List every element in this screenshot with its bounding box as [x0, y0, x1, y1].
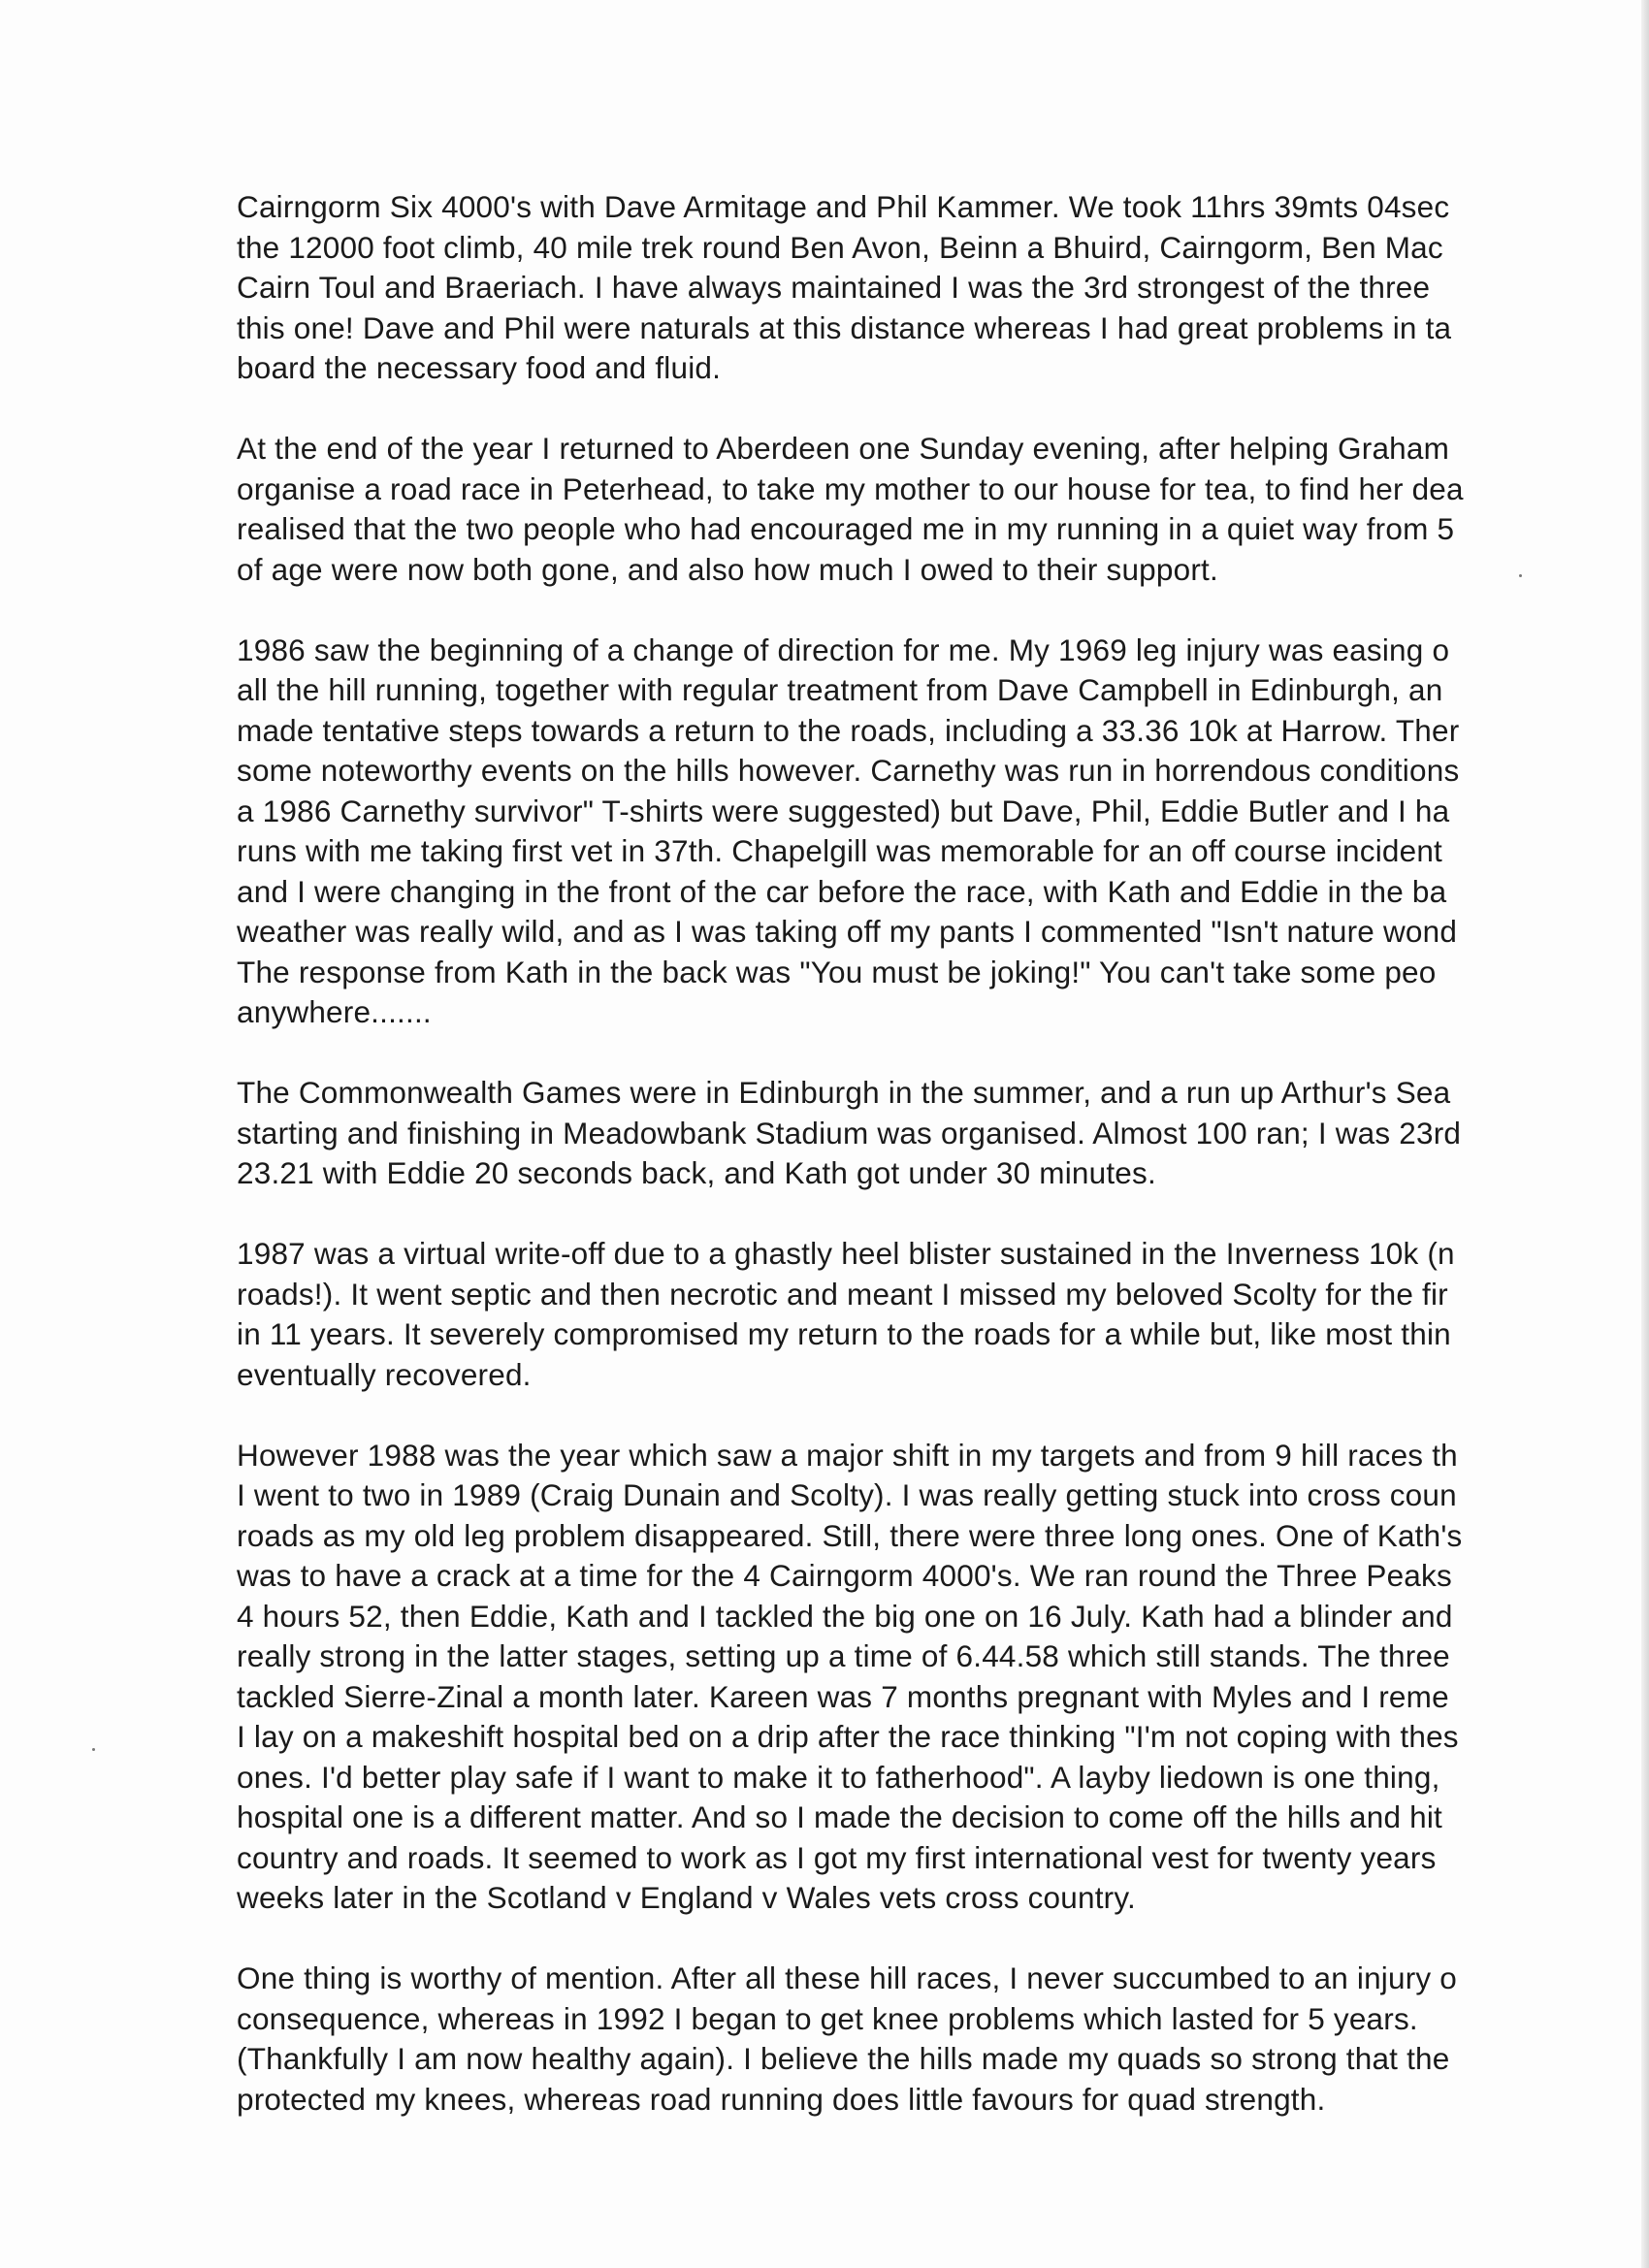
text-line: roads!). It went septic and then necrotic and meant I missed my beloved Scolty for the fir: [237, 1276, 1448, 1312]
text-line: starting and finishing in Meadowbank Stadium was organised. Almost 100 ran; I was 23rd: [237, 1115, 1462, 1150]
text-line: country and roads. It seemed to work as I got my first international vest for twenty years: [237, 1839, 1437, 1875]
text-line: ones. I'd better play safe if I want to make it to fatherhood". A layby liedown is one thing,: [237, 1759, 1440, 1795]
paragraph: [237, 631, 1649, 1033]
paragraph: [237, 1073, 1649, 1194]
scan-speck: [92, 1748, 95, 1751]
text-line: in 11 years. It severely compromised my return to the roads for a while but, like most thin: [237, 1316, 1451, 1351]
text-line: At the end of the year I returned to Aberdeen one Sunday evening, after helping Graham: [237, 431, 1450, 466]
text-line: made tentative steps towards a return to the roads, including a 33.36 10k at Harrow. Ther: [237, 712, 1460, 748]
text-line: was to have a crack at a time for the 4 Cairngorm 4000's. We ran round the Three Peaks: [237, 1558, 1452, 1593]
text-line: (Thankfully I am now healthy again). I believe the hills made my quads so strong that the: [237, 2041, 1450, 2076]
text-line: 1987 was a virtual write-off due to a ghastly heel blister sustained in the Inverness 10k (n: [237, 1236, 1455, 1271]
text-line: board the necessary food and fluid.: [237, 350, 722, 385]
text-line: all the hill running, together with regular treatment from Dave Campbell in Edinburgh, an: [237, 672, 1443, 707]
text-line: hospital one is a different matter. And so I made the decision to come off the hills and hit: [237, 1799, 1442, 1834]
text-line: The Commonwealth Games were in Edinburgh in the summer, and a run up Arthur's Sea: [237, 1075, 1451, 1110]
text-line: 1986 saw the beginning of a change of direction for me. My 1969 leg injury was easing o: [237, 632, 1450, 667]
text-line: realised that the two people who had encouraged me in my running in a quiet way from 5: [237, 511, 1455, 546]
text-line: weeks later in the Scotland v England v Wales vets cross country.: [237, 1880, 1136, 1915]
paragraph: [237, 429, 1649, 590]
text-line: protected my knees, whereas road running does little favours for quad strength.: [237, 2081, 1326, 2117]
paragraph: [237, 1436, 1649, 1919]
text-line: anywhere.......: [237, 994, 432, 1029]
text-line: tackled Sierre-Zinal a month later. Kareen was 7 months pregnant with Myles and I reme: [237, 1678, 1449, 1714]
text-line: runs with me taking first vet in 37th. Chapelgill was memorable for an off course incident: [237, 833, 1443, 868]
text-line: weather was really wild, and as I was taking off my pants I commented "Isn't nature wond: [237, 914, 1458, 949]
text-line: really strong in the latter stages, setting up a time of 6.44.58 which still stands. The three: [237, 1638, 1450, 1673]
text-line: 4 hours 52, then Eddie, Kath and I tackled the big one on 16 July. Kath had a blinder and: [237, 1598, 1453, 1634]
scan-speck: [1519, 574, 1522, 577]
text-line: some noteworthy events on the hills however. Carnethy was run in horrendous conditions: [237, 753, 1460, 788]
text-line: Cairngorm Six 4000's with Dave Armitage and Phil Kammer. We took 11hrs 39mts 04sec: [237, 189, 1450, 224]
text-line: I lay on a makeshift hospital bed on a drip after the race thinking "I'm not coping with thes: [237, 1719, 1459, 1754]
text-line: the 12000 foot climb, 40 mile trek round Ben Avon, Beinn a Bhuird, Cairngorm, Ben Mac: [237, 229, 1443, 265]
text-line: The response from Kath in the back was "You must be joking!" You can't take some peo: [237, 954, 1437, 989]
text-line: of age were now both gone, and also how much I owed to their support.: [237, 551, 1218, 587]
text-line: and I were changing in the front of the car before the race, with Kath and Eddie in the ba: [237, 873, 1447, 909]
text-line: Cairn Toul and Braeriach. I have always maintained I was the 3rd strongest of the three: [237, 270, 1431, 305]
text-line: However 1988 was the year which saw a major shift in my targets and from 9 hill races th: [237, 1437, 1458, 1473]
text-line: I went to two in 1989 (Craig Dunain and Scolty). I was really getting stuck into cross coun: [237, 1477, 1457, 1512]
text-line: eventually recovered.: [237, 1356, 532, 1392]
text-line: One thing is worthy of mention. After all these hill races, I never succumbed to an injury o: [237, 1960, 1458, 1995]
paragraph: [237, 1959, 1649, 2120]
text-line: this one! Dave and Phil were naturals at this distance whereas I had great problems in ta: [237, 309, 1452, 345]
text-line: 23.21 with Eddie 20 seconds back, and Kath got under 30 minutes.: [237, 1155, 1156, 1190]
paragraph: [237, 187, 1649, 389]
paragraph: [237, 1234, 1649, 1395]
document-body: [237, 187, 1649, 2127]
text-line: a 1986 Carnethy survivor" T-shirts were suggested) but Dave, Phil, Eddie Butler and I ha: [237, 793, 1450, 828]
page-edge-shadow: [1641, 0, 1649, 2268]
text-line: organise a road race in Peterhead, to take my mother to our house for tea, to find her dea: [237, 470, 1464, 506]
text-line: consequence, whereas in 1992 I began to get knee problems which lasted for 5 years.: [237, 2000, 1418, 2036]
text-line: roads as my old leg problem disappeared. Still, there were three long ones. One of Kath's: [237, 1517, 1463, 1553]
